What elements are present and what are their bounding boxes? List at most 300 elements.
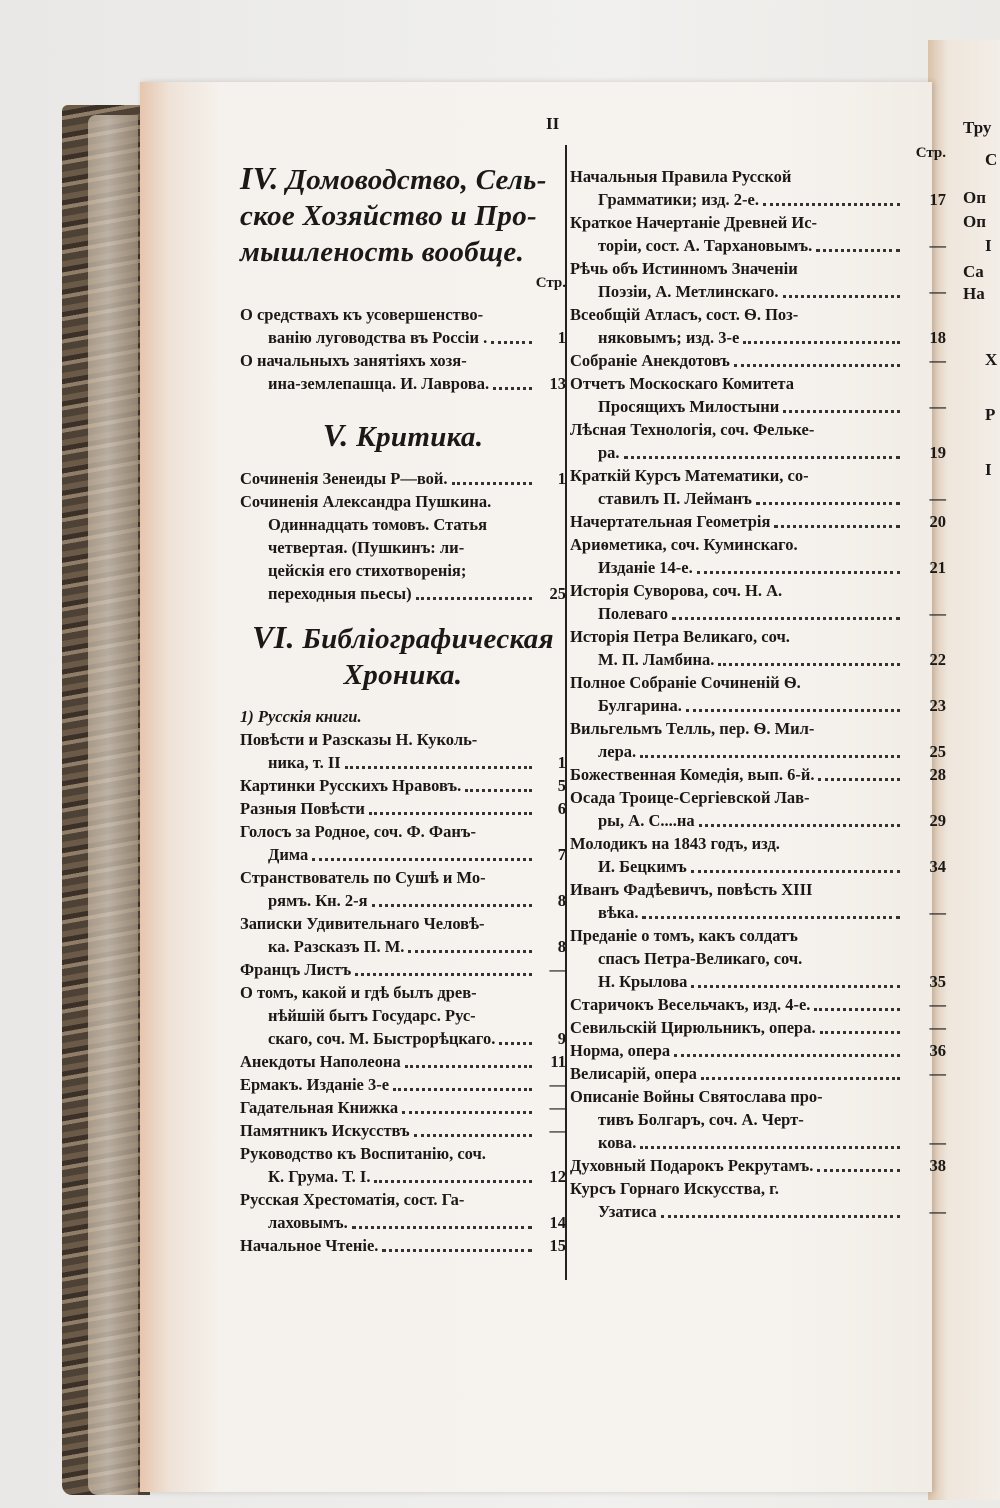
page-number: 9 <box>557 1029 566 1048</box>
entry-line <box>240 889 566 912</box>
page-number: 1 <box>557 328 566 347</box>
entry-line <box>240 1188 566 1211</box>
entry-line <box>240 912 566 935</box>
facing-page-fragment: Тру <box>963 118 992 137</box>
toc-entry <box>570 671 946 717</box>
page-number: — <box>929 489 946 508</box>
entry-title-text: тивъ Болгаръ, соч. А. Черт- <box>598 1110 804 1129</box>
page-number: 5 <box>557 776 566 795</box>
page-number: — <box>549 1121 566 1140</box>
toc-entry <box>570 257 946 303</box>
entry-line <box>570 1200 946 1223</box>
dot-leader <box>452 482 532 485</box>
entry-line <box>240 582 566 605</box>
entry-line <box>240 513 566 536</box>
dot-leader <box>374 1180 532 1183</box>
entry-line <box>570 671 946 694</box>
toc-entry <box>570 832 946 878</box>
page-number: 1 <box>557 469 566 488</box>
entry-line <box>570 556 946 579</box>
entry-title-text: Божественная Комедiя, вып. 6-й. <box>570 765 815 784</box>
entry-line <box>240 728 566 751</box>
entry-line <box>570 855 946 878</box>
entry-line <box>240 1165 566 1188</box>
heading-text: мышленость вообще. <box>240 236 525 268</box>
entry-title-text: Собранiе Анекдотовъ <box>570 351 730 370</box>
facing-page-fragment: С <box>985 150 998 169</box>
dot-leader <box>491 341 532 344</box>
page-number: — <box>929 236 946 255</box>
entry-line <box>240 1027 566 1050</box>
entry-line <box>240 797 566 820</box>
dot-leader <box>640 1146 900 1149</box>
facing-page-fragment: Х <box>985 350 998 369</box>
entry-title-text: Ариѳметика, соч. Куминскаго. <box>570 535 798 554</box>
entry-line <box>240 326 566 349</box>
entry-line <box>570 211 946 234</box>
heading-line <box>240 657 566 693</box>
heading-text: Домоводство, Сель- <box>286 164 547 196</box>
entry-line <box>240 559 566 582</box>
dot-leader <box>718 663 900 666</box>
entry-title-text: Рѣчь объ Истинномъ Значенiи <box>570 259 798 278</box>
entry-title-text: ра. <box>598 443 620 462</box>
page-number: 21 <box>929 558 946 577</box>
entry-line <box>240 1211 566 1234</box>
dot-leader <box>774 525 900 528</box>
facing-page-fragment: I <box>985 236 992 255</box>
page-number: — <box>549 960 566 979</box>
facing-page-fragment: Оп <box>963 188 987 207</box>
heading-text: Библiографическая <box>302 623 554 655</box>
dot-leader <box>817 1169 900 1172</box>
entry-title-text: Голосъ за Родное, соч. Ф. Фанъ- <box>240 822 476 841</box>
section-heading-vi <box>240 619 566 693</box>
dot-leader <box>352 1226 532 1229</box>
toc-entry <box>570 579 946 625</box>
section-heading-v <box>240 417 566 455</box>
right-column <box>570 145 946 1223</box>
dot-leader <box>382 1249 532 1252</box>
dot-leader <box>624 456 900 459</box>
toc-entry <box>570 1154 946 1177</box>
entry-title-text: Лѣсная Технологiя, соч. Фельке- <box>570 420 815 439</box>
entry-title-text: лаховымъ. <box>268 1213 348 1232</box>
toc-entry <box>240 820 566 866</box>
entry-title-text: ры, А. С....на <box>598 811 695 830</box>
entry-line <box>240 490 566 513</box>
page-number: 35 <box>929 972 946 991</box>
page-number: — <box>929 282 946 301</box>
entry-title-text: Анекдоты Наполеона <box>240 1052 401 1071</box>
toc-entry <box>570 303 946 349</box>
page-number: — <box>929 1064 946 1083</box>
entry-title-text: Велисарiй, опера <box>570 1064 697 1083</box>
toc-entry <box>570 993 946 1016</box>
dot-leader <box>699 824 900 827</box>
entry-title-text: скаго, соч. М. Быстрорѣцкаго. <box>268 1029 496 1048</box>
dot-leader <box>818 778 900 781</box>
entry-title-text: ника, т. II <box>268 753 341 772</box>
page-number: — <box>929 1018 946 1037</box>
dot-leader <box>393 1088 532 1091</box>
entry-line <box>570 786 946 809</box>
entry-line <box>570 349 946 372</box>
entry-title-text: Узатиса <box>598 1202 657 1221</box>
heading-text: Критика. <box>356 421 484 453</box>
page-number: — <box>929 604 946 623</box>
toc-entry <box>570 510 946 533</box>
dot-leader <box>691 870 900 873</box>
toc-entry <box>570 418 946 464</box>
entry-line <box>240 1073 566 1096</box>
page-number: 8 <box>557 937 566 956</box>
toc-entry <box>240 866 566 912</box>
entry-title-text: Полное Собранiе Сочиненiй Ѳ. <box>570 673 801 692</box>
entry-title-text: Просящихъ Милостыни <box>598 397 780 416</box>
page-number: 15 <box>549 1236 566 1255</box>
entry-line <box>570 1154 946 1177</box>
section-numeral: V. <box>322 417 349 453</box>
entry-line <box>240 1004 566 1027</box>
entry-title-text: ка. Разсказъ П. М. <box>268 937 405 956</box>
entry-title-text: Изданiе 14-е. <box>598 558 693 577</box>
entry-line <box>570 510 946 533</box>
dot-leader <box>355 973 532 976</box>
page-number: — <box>929 903 946 922</box>
toc-entry <box>570 763 946 786</box>
entry-title-text: Разныя Повѣсти <box>240 799 365 818</box>
page-number: 13 <box>549 374 566 393</box>
page-number: 19 <box>929 443 946 462</box>
entry-title-text: О средствахъ къ усовершенство- <box>240 305 484 324</box>
entry-line <box>570 993 946 1016</box>
entry-title-text: Странствователь по Сушѣ и Мо- <box>240 868 486 887</box>
page-column-label: Стр. <box>915 145 946 161</box>
entry-line <box>570 1108 946 1131</box>
dot-leader <box>661 1215 900 1218</box>
dot-leader <box>701 1077 900 1080</box>
entry-title-text: Краткое Начертанiе Древней Ис- <box>570 213 818 232</box>
entry-title-text: Памятникъ Искусствъ <box>240 1121 410 1140</box>
page-number: — <box>929 397 946 416</box>
dot-leader <box>697 571 900 574</box>
toc-entry <box>240 912 566 958</box>
entry-line <box>570 694 946 717</box>
page-number: 18 <box>929 328 946 347</box>
toc-entry <box>240 728 566 774</box>
entry-line <box>570 1131 946 1154</box>
page-number: 20 <box>929 512 946 531</box>
toc-entry <box>570 533 946 579</box>
entry-line <box>240 866 566 889</box>
entry-line <box>240 820 566 843</box>
entry-title-text: Краткiй Курсъ Математики, со- <box>570 466 809 485</box>
page-number: 14 <box>549 1213 566 1232</box>
entry-line <box>570 533 946 556</box>
entry-title-text: переходныя пьесы) <box>268 584 412 603</box>
entry-line <box>570 487 946 510</box>
entry-title-text: Грамматики; изд. 2-е. <box>598 190 759 209</box>
dot-leader <box>686 709 900 712</box>
entry-title-text: Поэзiи, А. Метлинскаго. <box>598 282 779 301</box>
dot-leader <box>783 410 900 413</box>
entries-section-vi <box>240 728 566 1257</box>
entry-title-text: Булгарина. <box>598 696 682 715</box>
facing-page-fragment: Са <box>963 262 984 281</box>
entry-title-text: няковымъ; изд. 3-е <box>598 328 740 347</box>
heading-line <box>240 198 566 234</box>
entry-title-text: кова. <box>598 1133 637 1152</box>
page-number: 29 <box>929 811 946 830</box>
entry-title-text: И. Бецкимъ <box>598 857 687 876</box>
entry-line <box>570 165 946 188</box>
entry-line <box>240 774 566 797</box>
entry-line <box>570 878 946 901</box>
entry-title-text: лера. <box>598 742 637 761</box>
entry-title-text: спасъ Петра-Великаго, соч. <box>598 949 803 968</box>
dot-leader <box>493 387 532 390</box>
entry-title-text: Описанiе Войны Святослава про- <box>570 1087 823 1106</box>
page-number: 17 <box>929 190 946 209</box>
dot-leader <box>465 789 532 792</box>
entry-line <box>570 1016 946 1039</box>
page-number: 1 <box>557 753 566 772</box>
toc-entry <box>240 1119 566 1142</box>
toc-entry <box>570 625 946 671</box>
toc-entry <box>240 349 566 395</box>
entry-line <box>570 257 946 280</box>
entry-line <box>570 602 946 625</box>
entry-title-text: Записки Удивительнаго Человѣ- <box>240 914 485 933</box>
dot-leader <box>691 985 900 988</box>
entry-line <box>240 1234 566 1257</box>
entry-line <box>240 751 566 774</box>
entry-title-text: Курсъ Горнаго Искусства, г. <box>570 1179 779 1198</box>
page-number: 23 <box>929 696 946 715</box>
entry-title-text: Францъ Листъ <box>240 960 352 979</box>
entry-line <box>240 536 566 559</box>
toc-entry <box>240 303 566 349</box>
toc-entry <box>570 211 946 257</box>
page-number: 7 <box>557 845 566 864</box>
entry-line <box>570 809 946 832</box>
entry-line <box>240 1050 566 1073</box>
entry-title-text: Повѣсти и Разсказы Н. Куколь- <box>240 730 478 749</box>
toc-entry <box>240 1142 566 1188</box>
left-column <box>240 160 566 1257</box>
dot-leader <box>499 1042 532 1045</box>
entry-title-text: вѣка. <box>598 903 639 922</box>
dot-leader <box>405 1065 532 1068</box>
dot-leader <box>642 916 900 919</box>
heading-line <box>240 160 566 198</box>
entry-title-text: рямъ. Кн. 2-я <box>268 891 368 910</box>
toc-entry <box>570 1039 946 1062</box>
toc-entry <box>240 1073 566 1096</box>
heading-text: ское Хозяйство и Про- <box>240 200 537 232</box>
facing-page-fragment: I <box>985 460 992 479</box>
entry-line <box>570 280 946 303</box>
entries-right <box>570 165 946 1223</box>
section-numeral: VI. <box>252 619 295 655</box>
toc-entry <box>570 464 946 510</box>
page-column-label: Стр. <box>535 275 566 291</box>
dot-leader <box>416 597 532 600</box>
facing-page-fragment: Оп <box>963 212 987 231</box>
dot-leader <box>369 812 532 815</box>
entry-title-text: Преданiе о томъ, какъ солдатъ <box>570 926 798 945</box>
dot-leader <box>734 364 900 367</box>
toc-entry <box>240 490 566 605</box>
entry-title-text: Сочиненiя Александра Пушкина. <box>240 492 492 511</box>
entry-title-text: Руководство къ Воспитанiю, соч. <box>240 1144 486 1163</box>
entry-line <box>570 625 946 648</box>
entry-line <box>240 935 566 958</box>
entry-title-text: Духовный Подарокъ Рекрутамъ. <box>570 1156 814 1175</box>
entry-line <box>570 648 946 671</box>
page-number: 28 <box>929 765 946 784</box>
toc-entry <box>240 1188 566 1234</box>
section-numeral: IV. <box>240 160 279 196</box>
entry-line <box>570 579 946 602</box>
entry-title-text: Русская Хрестоматiя, сост. Га- <box>240 1190 465 1209</box>
entry-title-text: Гадательная Книжка <box>240 1098 399 1117</box>
entry-line <box>570 970 946 993</box>
toc-entry <box>570 1085 946 1154</box>
toc-entry <box>240 1234 566 1257</box>
entry-line <box>240 843 566 866</box>
page-number: 22 <box>929 650 946 669</box>
entry-title-text: Исторiя Суворова, соч. Н. А. <box>570 581 783 600</box>
dot-leader <box>672 617 900 620</box>
entry-line <box>240 349 566 372</box>
page-folio: II <box>546 114 560 133</box>
toc-entry <box>570 1177 946 1223</box>
entry-line <box>240 981 566 1004</box>
page-number: — <box>549 1098 566 1117</box>
dot-leader <box>372 904 532 907</box>
entry-line <box>240 372 566 395</box>
page-number: 12 <box>549 1167 566 1186</box>
entry-title-text: О томъ, какой и гдѣ былъ древ- <box>240 983 477 1002</box>
heading-text: Хроника. <box>343 659 463 691</box>
toc-entry <box>240 958 566 981</box>
book-spine-edge <box>88 115 138 1495</box>
toc-entry <box>570 878 946 924</box>
entry-line <box>570 1177 946 1200</box>
dot-leader <box>820 1031 900 1034</box>
section-heading-iv <box>240 160 566 270</box>
entry-title-text: нѣйшiй бытъ Государс. Рус- <box>268 1006 476 1025</box>
entry-title-text: Одиннадцать томовъ. Статья <box>268 515 488 534</box>
entry-title-text: Полеваго <box>598 604 668 623</box>
dot-leader <box>345 766 532 769</box>
toc-entry <box>240 1050 566 1073</box>
toc-entry <box>570 165 946 211</box>
entry-line <box>570 740 946 763</box>
page-number: — <box>929 351 946 370</box>
toc-entry <box>570 717 946 763</box>
dot-leader <box>756 502 900 505</box>
toc-entry <box>240 774 566 797</box>
entry-line <box>570 1085 946 1108</box>
entry-line <box>570 418 946 441</box>
entry-title-text: Норма, опера <box>570 1041 671 1060</box>
facing-page-fragment: Р <box>985 405 996 424</box>
entry-title-text: Исторiя Петра Великаго, соч. <box>570 627 790 646</box>
page-number: — <box>929 1133 946 1152</box>
toc-entry <box>240 1096 566 1119</box>
dot-leader <box>743 341 900 344</box>
page-number: — <box>549 1075 566 1094</box>
entry-title-text: О начальныхъ занятiяхъ хозя- <box>240 351 467 370</box>
entry-line <box>570 303 946 326</box>
entry-line <box>240 303 566 326</box>
toc-entry <box>570 924 946 993</box>
page-number: 38 <box>929 1156 946 1175</box>
entry-title-text: Начальное Чтенiе. <box>240 1236 379 1255</box>
entry-line <box>570 717 946 740</box>
dot-leader <box>674 1054 900 1057</box>
entry-title-text: К. Грума. Т. I. <box>268 1167 371 1186</box>
entry-title-text: Сочиненiя Зенеиды Р—вой. <box>240 469 448 488</box>
entry-title-text: ванiю луговодства въ Россiи . <box>268 328 488 347</box>
page-number: 36 <box>929 1041 946 1060</box>
entry-title-text: Картинки Русскихъ Нравовъ. <box>240 776 462 795</box>
dot-leader <box>402 1111 532 1114</box>
entry-line <box>570 832 946 855</box>
entry-line <box>570 372 946 395</box>
entry-title-text: Вильгельмъ Телль, пер. Ѳ. Мил- <box>570 719 815 738</box>
entry-line <box>570 924 946 947</box>
entry-line <box>570 1039 946 1062</box>
dot-leader <box>814 1008 900 1011</box>
toc-entry <box>570 786 946 832</box>
toc-entry <box>570 1016 946 1039</box>
entry-line <box>570 763 946 786</box>
entry-line <box>570 947 946 970</box>
heading-line <box>240 417 566 455</box>
facing-page-fragment: На <box>963 284 985 303</box>
entry-title-text: четвертая. (Пушкинъ: ли- <box>268 538 465 557</box>
entry-title-text: Отчетъ Москоскаго Комитета <box>570 374 794 393</box>
entry-title-text: Начертательная Геометрiя <box>570 512 771 531</box>
dot-leader <box>408 950 532 953</box>
entry-title-text: М. П. Ламбина. <box>598 650 715 669</box>
page-number: — <box>929 995 946 1014</box>
entry-title-text: Старичокъ Весельчакъ, изд. 4-е. <box>570 995 811 1014</box>
toc-entry <box>240 467 566 490</box>
entry-title-text: Всеобщiй Атласъ, сост. Ѳ. Поз- <box>570 305 799 324</box>
toc-entry <box>570 372 946 418</box>
entry-title-text: Осада Троице-Сергiевской Лав- <box>570 788 810 807</box>
entries-section-v <box>240 467 566 605</box>
entry-title-text: Начальныя Правила Русской <box>570 167 792 186</box>
page-number: 8 <box>557 891 566 910</box>
entry-line <box>570 234 946 257</box>
entry-line <box>570 1062 946 1085</box>
entry-line <box>240 1119 566 1142</box>
entry-line <box>570 441 946 464</box>
entry-title-text: ставилъ П. Лейманъ <box>598 489 752 508</box>
dot-leader <box>783 295 901 298</box>
entry-title-text: ина-землепашца. И. Лаврова. <box>268 374 490 393</box>
entry-line <box>570 464 946 487</box>
entry-line <box>570 326 946 349</box>
entry-line <box>240 467 566 490</box>
entry-title-text: Ермакъ. Изданiе 3-е <box>240 1075 390 1094</box>
